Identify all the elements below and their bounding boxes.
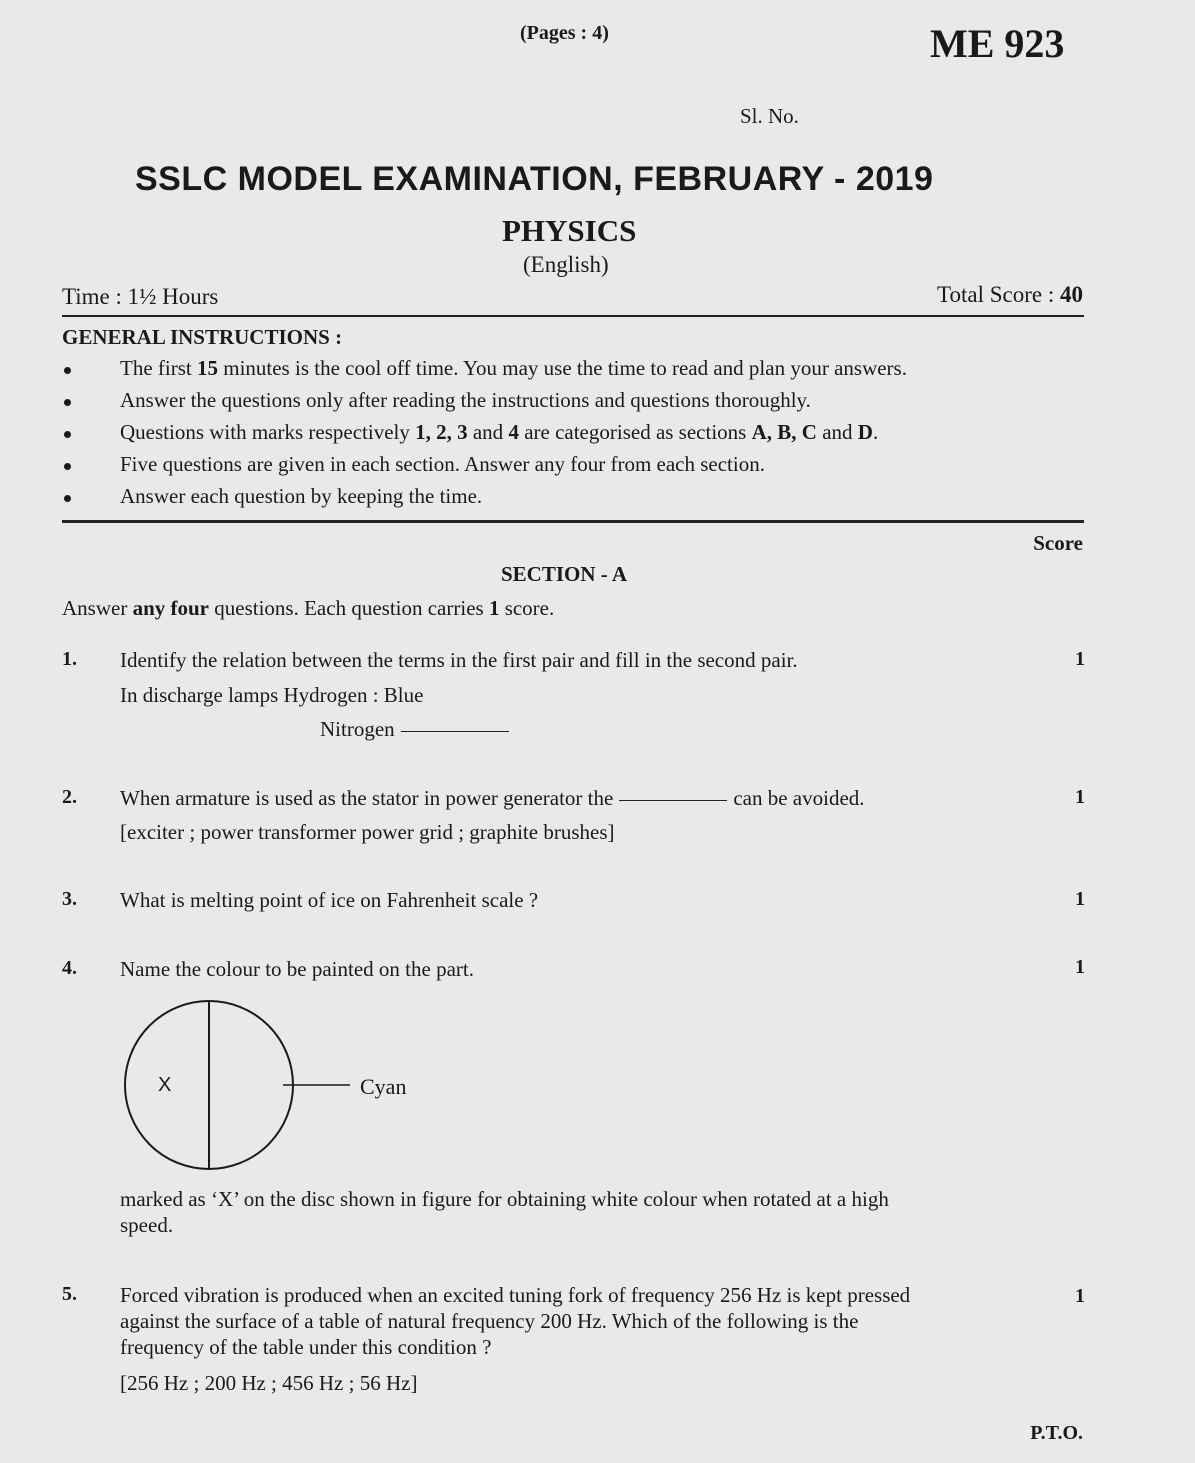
question-number: 4.: [62, 957, 77, 979]
total-score: [937, 282, 1083, 308]
question-number: 5.: [62, 1283, 77, 1305]
total-score-value: 40: [1060, 282, 1083, 307]
header-divider: [62, 315, 1084, 317]
instruction-item: Questions with marks respectively 1, 2, 3 and 4 are categorised as sections A, B, C and D.: [120, 420, 879, 444]
instructions-divider: [62, 520, 1084, 523]
time-label: Time : 1½ Hours: [62, 284, 219, 309]
question-text: What is melting point of ice on Fahrenheit scale ?: [120, 888, 539, 912]
answer-blank[interactable]: [619, 800, 727, 801]
medium-label: (English): [523, 252, 609, 277]
question-text: marked as ‘X’ on the disc shown in figure for obtaining white colour when rotated at a high: [120, 1187, 889, 1211]
section-intro: Answer any four questions. Each question carries 1 score.: [62, 596, 555, 620]
question-score: 1: [1075, 888, 1085, 910]
question-score: 1: [1075, 1285, 1085, 1307]
question-number: 1.: [62, 648, 77, 670]
question-number: 3.: [62, 888, 77, 910]
question-text: In discharge lamps Hydrogen : Blue: [120, 683, 424, 707]
section-title: SECTION - A: [501, 562, 628, 586]
instructions-heading: GENERAL INSTRUCTIONS :: [62, 325, 343, 349]
pages-count: (Pages : 4): [520, 22, 609, 44]
question-text: Forced vibration is produced when an excited tuning fork of frequency 256 Hz is kept pressed: [120, 1283, 911, 1307]
instruction-item: Five questions are given in each section. Answer any four from each section.: [120, 452, 765, 476]
question-number: 2.: [62, 786, 77, 808]
score-column-heading: Score: [1033, 531, 1083, 555]
question-text: Name the colour to be painted on the part.: [120, 957, 474, 981]
question-text: When armature is used as the stator in power generator the can be avoided.: [120, 786, 865, 810]
please-turn-over: P.T.O.: [1030, 1422, 1083, 1444]
disc-label-cyan: Cyan: [360, 1074, 407, 1099]
question-score: 1: [1075, 956, 1085, 978]
total-score-label: Total Score :: [937, 282, 1060, 307]
question-text: speed.: [120, 1213, 174, 1237]
bullet-icon: [64, 463, 71, 470]
question-text: frequency of the table under this condition ?: [120, 1335, 492, 1359]
subject-title: PHYSICS: [502, 213, 637, 248]
colour-disc-figure: [118, 996, 368, 1178]
bullet-icon: [64, 431, 71, 438]
question-score: 1: [1075, 648, 1085, 670]
bullet-icon: [64, 399, 71, 406]
disc-label-x: X: [158, 1074, 172, 1096]
answer-blank[interactable]: [401, 731, 509, 732]
question-text: [exciter ; power transformer power grid ; graphite brushes]: [120, 820, 615, 844]
question-text: Identify the relation between the terms in the first pair and fill in the second pair.: [120, 648, 798, 672]
question-text: [256 Hz ; 200 Hz ; 456 Hz ; 56 Hz]: [120, 1371, 418, 1395]
question-text: against the surface of a table of natural frequency 200 Hz. Which of the following is the: [120, 1309, 859, 1333]
instruction-item: The first 15 minutes is the cool off time. You may use the time to read and plan your answers.: [120, 356, 907, 380]
instruction-item: Answer the questions only after reading the instructions and questions thoroughly.: [120, 388, 811, 412]
exam-title: SSLC MODEL EXAMINATION, FEBRUARY - 2019: [135, 160, 934, 198]
instruction-item: Answer each question by keeping the time.: [120, 484, 483, 508]
bullet-icon: [64, 495, 71, 502]
serial-number-label: Sl. No.: [740, 104, 799, 128]
question-text: Nitrogen: [320, 716, 515, 742]
question-score: 1: [1075, 786, 1085, 808]
bullet-icon: [64, 367, 71, 374]
paper-code: ME 923: [930, 21, 1065, 66]
